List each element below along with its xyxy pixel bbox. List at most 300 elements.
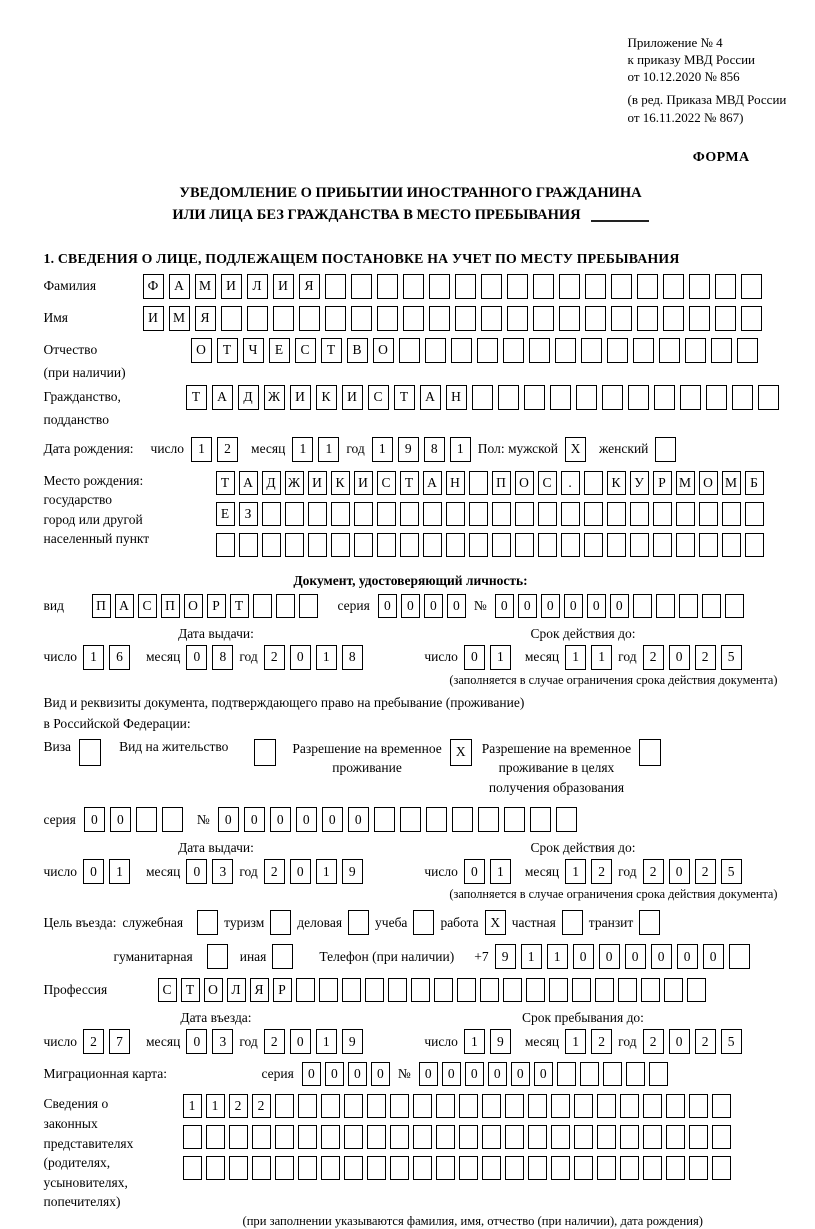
- form-cell[interactable]: 0: [625, 944, 646, 969]
- form-cell[interactable]: [262, 502, 281, 526]
- form-cell[interactable]: В: [347, 338, 368, 363]
- form-cell[interactable]: [478, 807, 499, 832]
- form-cell[interactable]: С: [295, 338, 316, 363]
- form-cell[interactable]: [331, 502, 350, 526]
- form-cell[interactable]: [321, 1094, 340, 1118]
- form-cell[interactable]: 0: [587, 594, 606, 618]
- form-cell[interactable]: [722, 502, 741, 526]
- form-cell[interactable]: Л: [227, 978, 246, 1002]
- form-cell[interactable]: П: [492, 471, 511, 495]
- form-cell[interactable]: 0: [186, 645, 207, 670]
- form-cell[interactable]: [689, 306, 710, 331]
- form-cell[interactable]: [413, 1125, 432, 1149]
- form-cell[interactable]: [643, 1125, 662, 1149]
- form-cell[interactable]: П: [92, 594, 111, 618]
- form-cell[interactable]: 0: [518, 594, 537, 618]
- form-cell[interactable]: [252, 1125, 271, 1149]
- form-cell[interactable]: 0: [610, 594, 629, 618]
- form-cell[interactable]: [666, 1156, 685, 1180]
- form-cell[interactable]: А: [420, 385, 441, 410]
- form-cell[interactable]: [239, 533, 258, 557]
- form-cell[interactable]: [299, 306, 320, 331]
- form-cell[interactable]: К: [316, 385, 337, 410]
- form-cell[interactable]: [276, 594, 295, 618]
- form-cell[interactable]: [423, 502, 442, 526]
- form-cell[interactable]: [321, 1156, 340, 1180]
- form-cell[interactable]: [505, 1094, 524, 1118]
- form-cell[interactable]: [275, 1156, 294, 1180]
- form-cell[interactable]: 2: [643, 1029, 664, 1054]
- form-cell[interactable]: [507, 306, 528, 331]
- form-cell[interactable]: Т: [230, 594, 249, 618]
- form-cell[interactable]: [426, 807, 447, 832]
- form-cell[interactable]: К: [331, 471, 350, 495]
- form-cell[interactable]: О: [184, 594, 203, 618]
- form-cell[interactable]: 0: [534, 1062, 553, 1086]
- form-cell[interactable]: [216, 533, 235, 557]
- form-cell[interactable]: [529, 338, 550, 363]
- form-cell[interactable]: [715, 274, 736, 299]
- form-cell[interactable]: [229, 1125, 248, 1149]
- form-cell[interactable]: Т: [321, 338, 342, 363]
- form-cell[interactable]: [388, 978, 407, 1002]
- form-cell[interactable]: [639, 739, 661, 766]
- form-cell[interactable]: [436, 1125, 455, 1149]
- form-cell[interactable]: [551, 1156, 570, 1180]
- form-cell[interactable]: С: [138, 594, 157, 618]
- form-cell[interactable]: 2: [643, 859, 664, 884]
- form-cell[interactable]: [206, 1125, 225, 1149]
- form-cell[interactable]: Л: [247, 274, 268, 299]
- form-cell[interactable]: [574, 1125, 593, 1149]
- form-cell[interactable]: [481, 274, 502, 299]
- form-cell[interactable]: К: [607, 471, 626, 495]
- form-cell[interactable]: Т: [394, 385, 415, 410]
- form-cell[interactable]: 0: [599, 944, 620, 969]
- form-cell[interactable]: [654, 385, 675, 410]
- form-cell[interactable]: [655, 437, 676, 462]
- form-cell[interactable]: [505, 1125, 524, 1149]
- form-cell[interactable]: 0: [573, 944, 594, 969]
- form-cell[interactable]: [425, 338, 446, 363]
- form-cell[interactable]: И: [308, 471, 327, 495]
- form-cell[interactable]: [630, 533, 649, 557]
- form-cell[interactable]: [679, 594, 698, 618]
- form-cell[interactable]: 1: [316, 859, 337, 884]
- form-cell[interactable]: [530, 807, 551, 832]
- form-cell[interactable]: [351, 274, 372, 299]
- form-cell[interactable]: [275, 1094, 294, 1118]
- form-cell[interactable]: И: [290, 385, 311, 410]
- form-cell[interactable]: О: [373, 338, 394, 363]
- form-cell[interactable]: [562, 910, 583, 935]
- form-cell[interactable]: [574, 1156, 593, 1180]
- form-cell[interactable]: [344, 1156, 363, 1180]
- form-cell[interactable]: [584, 471, 603, 495]
- form-cell[interactable]: [354, 533, 373, 557]
- form-cell[interactable]: [308, 533, 327, 557]
- form-cell[interactable]: Е: [216, 502, 235, 526]
- form-cell[interactable]: [299, 594, 318, 618]
- form-cell[interactable]: Е: [269, 338, 290, 363]
- form-cell[interactable]: 0: [83, 859, 104, 884]
- form-cell[interactable]: [390, 1156, 409, 1180]
- form-cell[interactable]: [580, 1062, 599, 1086]
- form-cell[interactable]: 0: [218, 807, 239, 832]
- form-cell[interactable]: 0: [371, 1062, 390, 1086]
- form-cell[interactable]: Я: [195, 306, 216, 331]
- form-cell[interactable]: [390, 1094, 409, 1118]
- form-cell[interactable]: Т: [216, 471, 235, 495]
- form-cell[interactable]: [758, 385, 779, 410]
- form-cell[interactable]: [597, 1125, 616, 1149]
- form-cell[interactable]: 1: [490, 859, 511, 884]
- form-cell[interactable]: 0: [270, 807, 291, 832]
- form-cell[interactable]: А: [115, 594, 134, 618]
- form-cell[interactable]: [411, 978, 430, 1002]
- form-cell[interactable]: [482, 1125, 501, 1149]
- form-cell[interactable]: [620, 1094, 639, 1118]
- form-cell[interactable]: 1: [318, 437, 339, 462]
- form-cell[interactable]: М: [676, 471, 695, 495]
- form-cell[interactable]: [344, 1094, 363, 1118]
- form-cell[interactable]: Ж: [264, 385, 285, 410]
- form-cell[interactable]: 8: [424, 437, 445, 462]
- form-cell[interactable]: [555, 338, 576, 363]
- form-cell[interactable]: [557, 1062, 576, 1086]
- form-cell[interactable]: 1: [316, 645, 337, 670]
- form-cell[interactable]: 9: [342, 859, 363, 884]
- form-cell[interactable]: У: [630, 471, 649, 495]
- form-cell[interactable]: [423, 533, 442, 557]
- form-cell[interactable]: С: [377, 471, 396, 495]
- form-cell[interactable]: [455, 306, 476, 331]
- form-cell[interactable]: 1: [521, 944, 542, 969]
- form-cell[interactable]: [472, 385, 493, 410]
- form-cell[interactable]: [732, 385, 753, 410]
- form-cell[interactable]: [229, 1156, 248, 1180]
- form-cell[interactable]: О: [191, 338, 212, 363]
- form-cell[interactable]: [641, 978, 660, 1002]
- form-cell[interactable]: 9: [342, 1029, 363, 1054]
- form-cell[interactable]: [477, 338, 498, 363]
- form-cell[interactable]: Д: [262, 471, 281, 495]
- form-cell[interactable]: [272, 944, 293, 969]
- form-cell[interactable]: [273, 306, 294, 331]
- form-cell[interactable]: [561, 502, 580, 526]
- form-cell[interactable]: И: [273, 274, 294, 299]
- form-cell[interactable]: [528, 1094, 547, 1118]
- form-cell[interactable]: [413, 1156, 432, 1180]
- form-cell[interactable]: [725, 594, 744, 618]
- form-cell[interactable]: [602, 385, 623, 410]
- form-cell[interactable]: [689, 1125, 708, 1149]
- form-cell[interactable]: [459, 1094, 478, 1118]
- form-cell[interactable]: [581, 338, 602, 363]
- form-cell[interactable]: [649, 1062, 668, 1086]
- form-cell[interactable]: 0: [244, 807, 265, 832]
- form-cell[interactable]: [524, 385, 545, 410]
- form-cell[interactable]: [296, 978, 315, 1002]
- form-cell[interactable]: 0: [290, 859, 311, 884]
- form-cell[interactable]: И: [221, 274, 242, 299]
- form-cell[interactable]: [572, 978, 591, 1002]
- form-cell[interactable]: [528, 1156, 547, 1180]
- form-cell[interactable]: С: [158, 978, 177, 1002]
- form-cell[interactable]: [637, 306, 658, 331]
- form-cell[interactable]: О: [515, 471, 534, 495]
- form-cell[interactable]: И: [342, 385, 363, 410]
- form-cell[interactable]: 1: [292, 437, 313, 462]
- form-cell[interactable]: [390, 1125, 409, 1149]
- form-cell[interactable]: 1: [316, 1029, 337, 1054]
- form-cell[interactable]: 2: [591, 859, 612, 884]
- form-cell[interactable]: [498, 385, 519, 410]
- form-cell[interactable]: [706, 385, 727, 410]
- form-cell[interactable]: [451, 338, 472, 363]
- form-cell[interactable]: [354, 502, 373, 526]
- form-cell[interactable]: [298, 1156, 317, 1180]
- form-cell[interactable]: [687, 978, 706, 1002]
- form-cell[interactable]: [325, 274, 346, 299]
- form-cell[interactable]: З: [239, 502, 258, 526]
- form-cell[interactable]: 0: [378, 594, 397, 618]
- form-cell[interactable]: [633, 594, 652, 618]
- form-cell[interactable]: [745, 502, 764, 526]
- form-cell[interactable]: 2: [695, 645, 716, 670]
- form-cell[interactable]: [377, 502, 396, 526]
- form-cell[interactable]: 7: [109, 1029, 130, 1054]
- form-cell[interactable]: [689, 274, 710, 299]
- form-cell[interactable]: 1: [450, 437, 471, 462]
- form-cell[interactable]: [607, 338, 628, 363]
- form-cell[interactable]: [526, 978, 545, 1002]
- form-cell[interactable]: А: [169, 274, 190, 299]
- form-cell[interactable]: [436, 1156, 455, 1180]
- form-cell[interactable]: Р: [653, 471, 672, 495]
- form-cell[interactable]: [515, 533, 534, 557]
- form-cell[interactable]: 1: [109, 859, 130, 884]
- form-cell[interactable]: [676, 502, 695, 526]
- form-cell[interactable]: 0: [488, 1062, 507, 1086]
- form-cell[interactable]: [480, 978, 499, 1002]
- form-cell[interactable]: 0: [495, 594, 514, 618]
- form-cell[interactable]: [400, 533, 419, 557]
- form-cell[interactable]: 0: [302, 1062, 321, 1086]
- form-cell[interactable]: [611, 306, 632, 331]
- form-cell[interactable]: О: [699, 471, 718, 495]
- form-cell[interactable]: [221, 306, 242, 331]
- form-cell[interactable]: 0: [424, 594, 443, 618]
- form-cell[interactable]: [689, 1094, 708, 1118]
- form-cell[interactable]: 5: [721, 1029, 742, 1054]
- form-cell[interactable]: [711, 338, 732, 363]
- form-cell[interactable]: [712, 1125, 731, 1149]
- form-cell[interactable]: 0: [348, 1062, 367, 1086]
- form-cell[interactable]: [676, 533, 695, 557]
- form-cell[interactable]: М: [722, 471, 741, 495]
- form-cell[interactable]: [603, 1062, 622, 1086]
- form-cell[interactable]: И: [354, 471, 373, 495]
- form-cell[interactable]: [367, 1094, 386, 1118]
- form-cell[interactable]: [659, 338, 680, 363]
- form-cell[interactable]: 1: [490, 645, 511, 670]
- form-cell[interactable]: П: [161, 594, 180, 618]
- form-cell[interactable]: Р: [207, 594, 226, 618]
- form-cell[interactable]: [436, 1094, 455, 1118]
- form-cell[interactable]: [413, 910, 434, 935]
- form-cell[interactable]: [620, 1125, 639, 1149]
- form-cell[interactable]: 3: [212, 1029, 233, 1054]
- form-cell[interactable]: Н: [446, 471, 465, 495]
- form-cell[interactable]: [637, 274, 658, 299]
- form-cell[interactable]: [515, 502, 534, 526]
- form-cell[interactable]: 0: [442, 1062, 461, 1086]
- form-cell[interactable]: 9: [398, 437, 419, 462]
- form-cell[interactable]: 0: [290, 645, 311, 670]
- form-cell[interactable]: [455, 274, 476, 299]
- form-cell[interactable]: [403, 306, 424, 331]
- form-cell[interactable]: 0: [677, 944, 698, 969]
- form-cell[interactable]: X: [450, 739, 472, 766]
- form-cell[interactable]: [252, 1156, 271, 1180]
- form-cell[interactable]: [351, 306, 372, 331]
- form-cell[interactable]: [549, 978, 568, 1002]
- form-cell[interactable]: 1: [206, 1094, 225, 1118]
- form-cell[interactable]: 1: [547, 944, 568, 969]
- form-cell[interactable]: [689, 1156, 708, 1180]
- form-cell[interactable]: Ф: [143, 274, 164, 299]
- form-cell[interactable]: [666, 1125, 685, 1149]
- form-cell[interactable]: [399, 338, 420, 363]
- form-cell[interactable]: [712, 1156, 731, 1180]
- form-cell[interactable]: 2: [229, 1094, 248, 1118]
- form-cell[interactable]: [298, 1094, 317, 1118]
- form-cell[interactable]: 2: [591, 1029, 612, 1054]
- form-cell[interactable]: А: [423, 471, 442, 495]
- form-cell[interactable]: [737, 338, 758, 363]
- form-cell[interactable]: [633, 338, 654, 363]
- form-cell[interactable]: С: [538, 471, 557, 495]
- form-cell[interactable]: 1: [464, 1029, 485, 1054]
- form-cell[interactable]: 1: [372, 437, 393, 462]
- form-cell[interactable]: [722, 533, 741, 557]
- form-cell[interactable]: [653, 533, 672, 557]
- form-cell[interactable]: Ч: [243, 338, 264, 363]
- form-cell[interactable]: 1: [591, 645, 612, 670]
- form-cell[interactable]: [620, 1156, 639, 1180]
- form-cell[interactable]: [643, 1094, 662, 1118]
- form-cell[interactable]: [551, 1125, 570, 1149]
- form-cell[interactable]: А: [239, 471, 258, 495]
- form-cell[interactable]: 0: [325, 1062, 344, 1086]
- form-cell[interactable]: 9: [495, 944, 516, 969]
- form-cell[interactable]: [741, 274, 762, 299]
- form-cell[interactable]: [561, 533, 580, 557]
- form-cell[interactable]: 0: [564, 594, 583, 618]
- form-cell[interactable]: [452, 807, 473, 832]
- form-cell[interactable]: 0: [651, 944, 672, 969]
- form-cell[interactable]: [207, 944, 228, 969]
- form-cell[interactable]: [585, 274, 606, 299]
- form-cell[interactable]: [550, 385, 571, 410]
- form-cell[interactable]: [342, 978, 361, 1002]
- form-cell[interactable]: [367, 1125, 386, 1149]
- form-cell[interactable]: [597, 1156, 616, 1180]
- form-cell[interactable]: [538, 533, 557, 557]
- form-cell[interactable]: [183, 1156, 202, 1180]
- form-cell[interactable]: [729, 944, 750, 969]
- form-cell[interactable]: 0: [464, 645, 485, 670]
- form-cell[interactable]: [503, 338, 524, 363]
- form-cell[interactable]: Б: [745, 471, 764, 495]
- form-cell[interactable]: 2: [695, 1029, 716, 1054]
- form-cell[interactable]: [712, 1094, 731, 1118]
- form-cell[interactable]: [584, 502, 603, 526]
- form-cell[interactable]: 0: [296, 807, 317, 832]
- form-cell[interactable]: Т: [217, 338, 238, 363]
- form-cell[interactable]: 0: [669, 645, 690, 670]
- form-cell[interactable]: Д: [238, 385, 259, 410]
- form-cell[interactable]: Н: [446, 385, 467, 410]
- form-cell[interactable]: [538, 502, 557, 526]
- form-cell[interactable]: [365, 978, 384, 1002]
- form-cell[interactable]: [607, 533, 626, 557]
- form-cell[interactable]: Р: [273, 978, 292, 1002]
- form-cell[interactable]: [702, 594, 721, 618]
- form-cell[interactable]: [597, 1094, 616, 1118]
- form-cell[interactable]: [457, 978, 476, 1002]
- form-cell[interactable]: [576, 385, 597, 410]
- form-cell[interactable]: [680, 385, 701, 410]
- form-cell[interactable]: [685, 338, 706, 363]
- form-cell[interactable]: М: [169, 306, 190, 331]
- form-cell[interactable]: [559, 274, 580, 299]
- form-cell[interactable]: Т: [181, 978, 200, 1002]
- form-cell[interactable]: [482, 1156, 501, 1180]
- form-cell[interactable]: [262, 533, 281, 557]
- form-cell[interactable]: [377, 533, 396, 557]
- form-cell[interactable]: [446, 533, 465, 557]
- form-cell[interactable]: 0: [401, 594, 420, 618]
- form-cell[interactable]: [469, 502, 488, 526]
- form-cell[interactable]: [377, 306, 398, 331]
- form-cell[interactable]: С: [368, 385, 389, 410]
- form-cell[interactable]: [663, 274, 684, 299]
- form-cell[interactable]: Ж: [285, 471, 304, 495]
- form-cell[interactable]: [270, 910, 291, 935]
- form-cell[interactable]: 1: [191, 437, 212, 462]
- form-cell[interactable]: 1: [565, 859, 586, 884]
- form-cell[interactable]: [206, 1156, 225, 1180]
- form-cell[interactable]: [699, 502, 718, 526]
- form-cell[interactable]: [377, 274, 398, 299]
- form-cell[interactable]: 0: [465, 1062, 484, 1086]
- form-cell[interactable]: [344, 1125, 363, 1149]
- form-cell[interactable]: [79, 739, 101, 766]
- form-cell[interactable]: 8: [212, 645, 233, 670]
- form-cell[interactable]: [469, 471, 488, 495]
- form-cell[interactable]: 0: [110, 807, 131, 832]
- form-cell[interactable]: [403, 274, 424, 299]
- form-cell[interactable]: [253, 594, 272, 618]
- form-cell[interactable]: О: [204, 978, 223, 1002]
- form-cell[interactable]: [348, 910, 369, 935]
- form-cell[interactable]: [595, 978, 614, 1002]
- form-cell[interactable]: [715, 306, 736, 331]
- form-cell[interactable]: 2: [217, 437, 238, 462]
- form-cell[interactable]: [374, 807, 395, 832]
